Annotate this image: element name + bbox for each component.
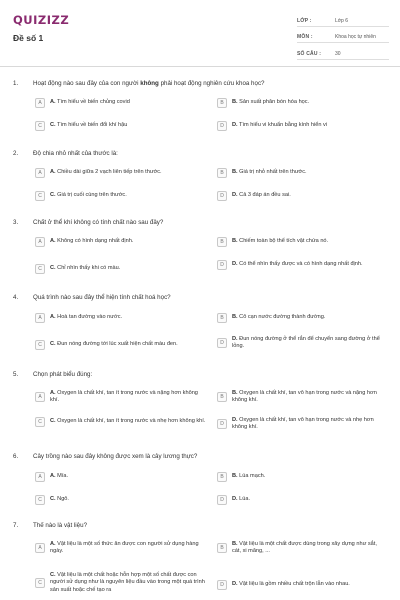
question-number: 7. — [13, 522, 19, 529]
option-a[interactable]: A A. Không có hình dạng nhất định. — [35, 237, 207, 247]
meta-row-class — [297, 13, 389, 27]
option-letter-badge: D — [217, 419, 227, 429]
option-d[interactable]: D D. Có thể nhìn thấy được và có hình dạng nhất định. — [217, 260, 385, 270]
option-b[interactable]: B B. Cô cạn nước đường thành đường. — [217, 313, 385, 323]
option-d[interactable]: D D. Đun nóng đường ở thể rắn để chuyển sang đường ở thể lỏng. — [217, 336, 385, 351]
option-d[interactable]: D D. Lúa. — [217, 495, 385, 505]
option-letter-badge: B — [217, 392, 227, 402]
option-letter-badge: C — [35, 417, 45, 427]
option-letter-badge: D — [217, 260, 227, 270]
option-letter-badge: D — [217, 495, 227, 505]
option-a[interactable]: A A. Mía. — [35, 472, 207, 482]
option-a[interactable]: A A. Hoà tan đường vào nước. — [35, 313, 207, 323]
option-d[interactable]: D D. Tìm hiểu vi khuẩn bằng kính hiển vi — [217, 121, 385, 131]
option-a[interactable]: A A. Vật liệu là một số thức ăn được con người sử dụng hàng ngày. — [35, 541, 207, 556]
option-letter-badge: B — [217, 472, 227, 482]
option-letter-badge: A — [35, 392, 45, 402]
option-b[interactable]: B B. Lúa mạch. — [217, 472, 385, 482]
meta-key: SỐ CÂU : — [297, 50, 322, 57]
option-letter-badge: B — [217, 98, 227, 108]
meta-value: Khoa học tự nhiên — [335, 34, 376, 40]
option-letter-badge: C — [35, 264, 45, 274]
question-text: Chọn phát biểu đúng: — [33, 371, 93, 378]
option-d[interactable]: D D. Oxygen là chất khí, tan vô hạn trong nước và nhẹ hơn không khí. — [217, 417, 385, 432]
option-letter-badge: D — [217, 121, 227, 131]
option-a[interactable]: A A. Chiều dài giữa 2 vạch liên tiếp trên thước. — [35, 168, 207, 178]
question-text: Chất ở thể khí không có tính chất nào sau đây? — [33, 219, 164, 226]
option-d[interactable]: D D. Vật liệu là gồm nhiều chất trộn lẫn vào nhau. — [217, 580, 385, 590]
option-c[interactable]: C C. Giá trị cuối cùng trên thước. — [35, 191, 207, 201]
option-letter-badge: A — [35, 98, 45, 108]
meta-value: 30 — [335, 50, 341, 57]
question-number: 2. — [13, 150, 19, 157]
option-c[interactable]: C C. Tìm hiểu về biến đổi khí hậu — [35, 121, 207, 131]
quizizz-logo: QUIZIZZ — [13, 13, 70, 27]
option-b[interactable]: B B. Oxygen là chất khí, tan vô hạn trong nước và nặng hơn không khí. — [217, 390, 385, 405]
question-text: Cây trồng nào sau đây không được xem là cây lương thực? — [33, 453, 198, 460]
option-b[interactable]: B B. Sản xuất phân bón hóa học. — [217, 98, 385, 108]
option-letter-badge: C — [35, 340, 45, 350]
option-a[interactable]: A A. Tìm hiểu về biến chủng covid — [35, 98, 207, 108]
page-title: Đề số 1 — [13, 33, 44, 43]
option-letter-badge: D — [217, 580, 227, 590]
question-number: 6. — [13, 453, 19, 460]
option-c[interactable]: C C. Đun nóng đường tới lúc xuất hiện chất màu đen. — [35, 340, 207, 350]
worksheet-meta — [297, 13, 389, 63]
meta-key: LỚP : — [297, 17, 312, 24]
question-text: Quá trình nào sau đây thể hiện tính chất hoá học? — [33, 294, 171, 301]
option-letter-badge: B — [217, 543, 227, 553]
option-b[interactable]: B B. Chiếm toàn bộ thể tích vật chứa nó. — [217, 237, 385, 247]
option-d[interactable]: D D. Cả 3 đáp án đều sai. — [217, 191, 385, 201]
option-letter-badge: B — [217, 313, 227, 323]
question-text: Thế nào là vật liệu? — [33, 522, 88, 529]
header-divider — [0, 66, 400, 67]
option-letter-badge: C — [35, 121, 45, 131]
meta-key: MÔN : — [297, 34, 313, 40]
meta-row-question-count — [297, 46, 389, 60]
option-c[interactable]: C C. Vật liệu là một chất hoặc hỗn hợp một số chất được con người sử dụng như là nguyên liệu đầu vào trong một quá trình sản xuất hoặc chế tạo ra — [35, 572, 207, 594]
option-letter-badge: B — [217, 168, 227, 178]
option-letter-badge: C — [35, 495, 45, 505]
option-letter-badge: D — [217, 338, 227, 348]
meta-value: Lớp 6 — [335, 17, 349, 24]
option-letter-badge: A — [35, 168, 45, 178]
option-letter-badge: A — [35, 543, 45, 553]
option-c[interactable]: C C. Ngô. — [35, 495, 207, 505]
option-letter-badge: D — [217, 191, 227, 201]
question-number: 1. — [13, 80, 19, 87]
question-number: 4. — [13, 294, 19, 301]
option-letter-badge: A — [35, 313, 45, 323]
question-number: 5. — [13, 371, 19, 378]
option-c[interactable]: C C. Chỉ nhìn thấy khi có màu. — [35, 264, 207, 274]
question-text: Hoạt động nào sau đây của con người không phải hoạt động nghiên cứu khoa học? — [33, 80, 265, 87]
option-letter-badge: A — [35, 237, 45, 247]
meta-row-subject — [297, 30, 389, 44]
option-b[interactable]: B B. Vật liệu là một chất được dùng trong xây dựng như sắt, cát, xi măng, ... — [217, 541, 385, 556]
question-text: Độ chia nhỏ nhất của thước là: — [33, 150, 118, 157]
option-letter-badge: C — [35, 578, 45, 588]
option-letter-badge: A — [35, 472, 45, 482]
option-c[interactable]: C C. Oxygen là chất khí, tan ít trong nước và nhẹ hơn không khí. — [35, 417, 207, 427]
question-number: 3. — [13, 219, 19, 226]
option-a[interactable]: A A. Oxygen là chất khí, tan ít trong nước và nặng hơn không khí. — [35, 390, 207, 405]
option-b[interactable]: B B. Giá trị nhỏ nhất trên thước. — [217, 168, 385, 178]
option-letter-badge: B — [217, 237, 227, 247]
option-letter-badge: C — [35, 191, 45, 201]
